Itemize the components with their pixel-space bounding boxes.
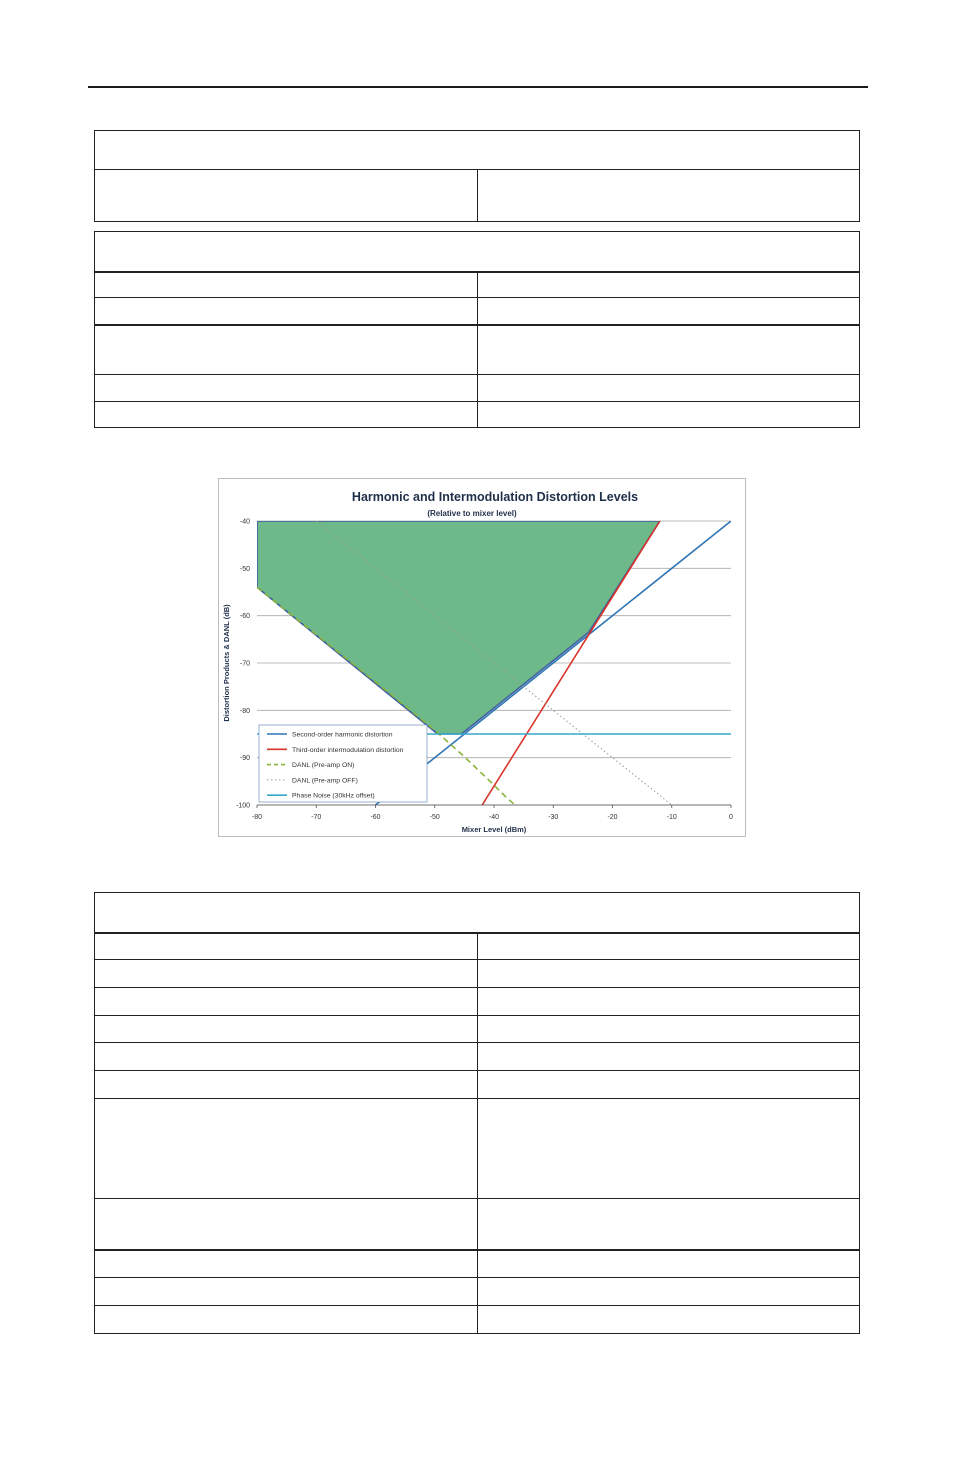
table-cell (477, 298, 860, 325)
x-tick-label: -10 (666, 814, 677, 821)
table-cell (477, 272, 860, 298)
table-cell (477, 988, 860, 1016)
chart-title: Harmonic and Intermodulation Distortion Levels (351, 490, 639, 504)
table-cell (95, 988, 478, 1016)
table-cell (95, 1278, 478, 1306)
table-cell (477, 933, 860, 960)
table-cell (95, 375, 478, 402)
shaded-region (257, 521, 660, 734)
table-header-cell (95, 131, 860, 170)
y-tick-label: -100 (235, 802, 250, 810)
y-tick-label: -60 (239, 613, 250, 621)
table-cell (95, 170, 478, 222)
table-cell (95, 1043, 478, 1071)
table-cell (95, 1099, 478, 1199)
table-cell (95, 960, 478, 988)
spec-table-1 (94, 130, 860, 222)
legend-label: Phase Noise (30kHz offset) (292, 792, 375, 800)
legend-label: Third-order intermodulation distortion (292, 746, 404, 754)
table-header-cell (95, 893, 860, 933)
y-tick-label: -40 (239, 518, 250, 526)
table-cell (477, 1016, 860, 1043)
table-cell (477, 1099, 860, 1199)
chart-subtitle: (Relative to mixer level) (427, 509, 517, 518)
spec-table-2 (94, 231, 860, 428)
table-cell (477, 325, 860, 375)
table-cell (477, 1306, 860, 1334)
table-cell (477, 1278, 860, 1306)
table-cell (95, 272, 478, 298)
table-header-cell (95, 232, 860, 272)
x-tick-label: 0 (729, 814, 733, 821)
table-cell (95, 1250, 478, 1278)
x-tick-label: -50 (429, 814, 440, 821)
table-cell (477, 1071, 860, 1099)
legend-label: DANL (Pre-amp OFF) (292, 777, 358, 785)
x-tick-label: -20 (607, 814, 618, 821)
table-cell (95, 402, 478, 428)
x-tick-label: -80 (251, 814, 263, 821)
table-cell (95, 298, 478, 325)
table-cell (95, 1306, 478, 1334)
table-cell (477, 960, 860, 988)
header-rule (88, 86, 868, 88)
x-axis-label: Mixer Level (dBm) (461, 825, 527, 834)
y-axis-label: Distortion Products & DANL (dB) (222, 604, 231, 722)
y-tick-label: -50 (239, 565, 250, 573)
table-cell (477, 1043, 860, 1071)
spec-table-3 (94, 892, 860, 1334)
table-cell (477, 375, 860, 402)
table-cell (95, 325, 478, 375)
x-tick-label: -70 (311, 814, 322, 821)
y-tick-label: -80 (239, 707, 250, 715)
table-cell (477, 1250, 860, 1278)
x-tick-label: -60 (370, 814, 381, 821)
table-cell (95, 1016, 478, 1043)
legend-label: Second-order harmonic distortion (292, 731, 393, 739)
table-cell (95, 1071, 478, 1099)
chart-svg (219, 479, 745, 836)
table-cell (95, 1199, 478, 1250)
feasible-region (257, 521, 660, 734)
legend (259, 725, 427, 802)
legend-label: DANL (Pre-amp ON) (292, 762, 355, 770)
table-cell (95, 933, 478, 960)
x-tick-label: -40 (488, 814, 500, 821)
table-cell (477, 402, 860, 428)
table-cell (477, 1199, 860, 1250)
distortion-chart (218, 478, 746, 837)
y-tick-label: -70 (239, 660, 250, 668)
x-tick-label: -30 (548, 814, 559, 821)
y-tick-label: -90 (239, 755, 250, 763)
table-cell (477, 170, 860, 222)
